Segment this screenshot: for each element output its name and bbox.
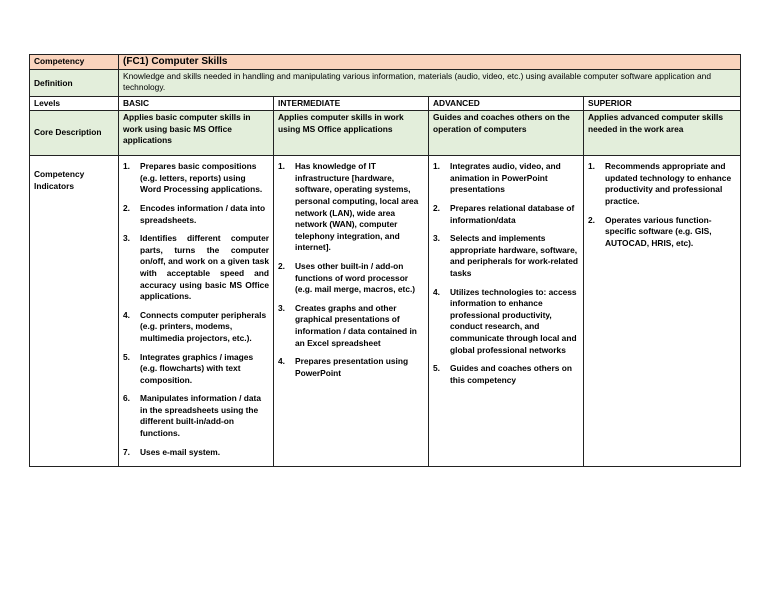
core-description-intermediate: Applies computer skills in work using MS Office applications [274, 111, 429, 156]
level-basic: BASIC [119, 96, 274, 111]
core-description-basic: Applies basic computer skills in work using basic MS Office applications [119, 111, 274, 156]
list-item: 5. Integrates graphics / images (e.g. flowcharts) with text composition. [123, 351, 254, 385]
list-item: 5. Guides and coaches others on this competency [433, 363, 572, 385]
indicators-superior [584, 156, 741, 467]
competency-title: (FC1) Computer Skills [119, 55, 741, 70]
list-item: 2. Encodes information / data into spreadsheets. [123, 202, 266, 225]
list-item: 3. Identifies different computer parts, turns the computer on/off, and work on a given task with acceptable speed and accuracy using basic MS Office applications. [123, 233, 269, 302]
list-item: 6. Manipulates information / data in the spreadsheets using the different built-in/add-on functions. [123, 393, 261, 439]
level-intermediate: INTERMEDIATE [274, 96, 429, 111]
list-item: 1. Prepares basic compositions (e.g. letters, reports) using Word Processing applications. [123, 161, 263, 195]
competency-table [29, 54, 741, 467]
level-advanced: ADVANCED [429, 96, 584, 111]
indicators-intermediate [274, 156, 429, 467]
level-superior: SUPERIOR [584, 96, 741, 111]
list-item: 1. Integrates audio, video, and animation in PowerPoint presentations [433, 161, 561, 195]
list-item: 3. Selects and implements appropriate hardware, software, and peripherals for work-related tasks [433, 233, 578, 278]
list-item: 2. Uses other built-in / add-on functions of word processor (e.g. mail merge, macros, etc.) [278, 260, 416, 295]
levels-label: Levels [30, 96, 119, 111]
definition-text: Knowledge and skills needed in handling and manipulating various information, materials (audio, video, etc.) using available computer software application and technology. [119, 69, 741, 96]
core-description-superior: Applies advanced computer skills needed in the work area [584, 111, 741, 156]
indicators-basic [119, 156, 274, 467]
core-description-advanced: Guides and coaches others on the operation of computers [429, 111, 584, 156]
indicator-list [278, 161, 424, 379]
indicator-list [123, 161, 269, 458]
definition-label: Definition [30, 69, 119, 96]
list-item: 2. Operates various function-specific software (e.g. GIS, AUTOCAD, HRIS, etc). [588, 214, 712, 248]
list-item: 7. Uses e-mail system. [123, 446, 221, 457]
list-item: 2. Prepares relational database of information/data [433, 202, 575, 225]
list-item: 1. Recommends appropriate and updated technology to enhance productivity and professional practice. [588, 161, 732, 206]
indicators-advanced [429, 156, 584, 467]
list-item: 1. Has knowledge of IT infrastructure [hardware, software, operating systems, personal computing, local area network (LAN), wide area network (WAN), computer telephony integration, and internet]. [278, 161, 419, 253]
indicators-label: Competency Indicators [30, 156, 119, 467]
list-item: 4. Connects computer peripherals (e.g. printers, modems, multimedia projectors, etc.). [123, 309, 267, 343]
list-item: 4. Prepares presentation using PowerPoint [278, 356, 409, 378]
list-item: 3. Creates graphs and other graphical presentations of information / data contained in an Excel spreadsheet [278, 302, 417, 348]
core-description-label: Core Description [30, 111, 119, 156]
indicator-list [433, 161, 579, 386]
indicator-list [588, 161, 736, 249]
competency-label: Competency [30, 55, 119, 70]
list-item: 4. Utilizes technologies to: access information to enhance professional productivity, conduct research, and communicate through local and global professional networks [433, 286, 577, 355]
